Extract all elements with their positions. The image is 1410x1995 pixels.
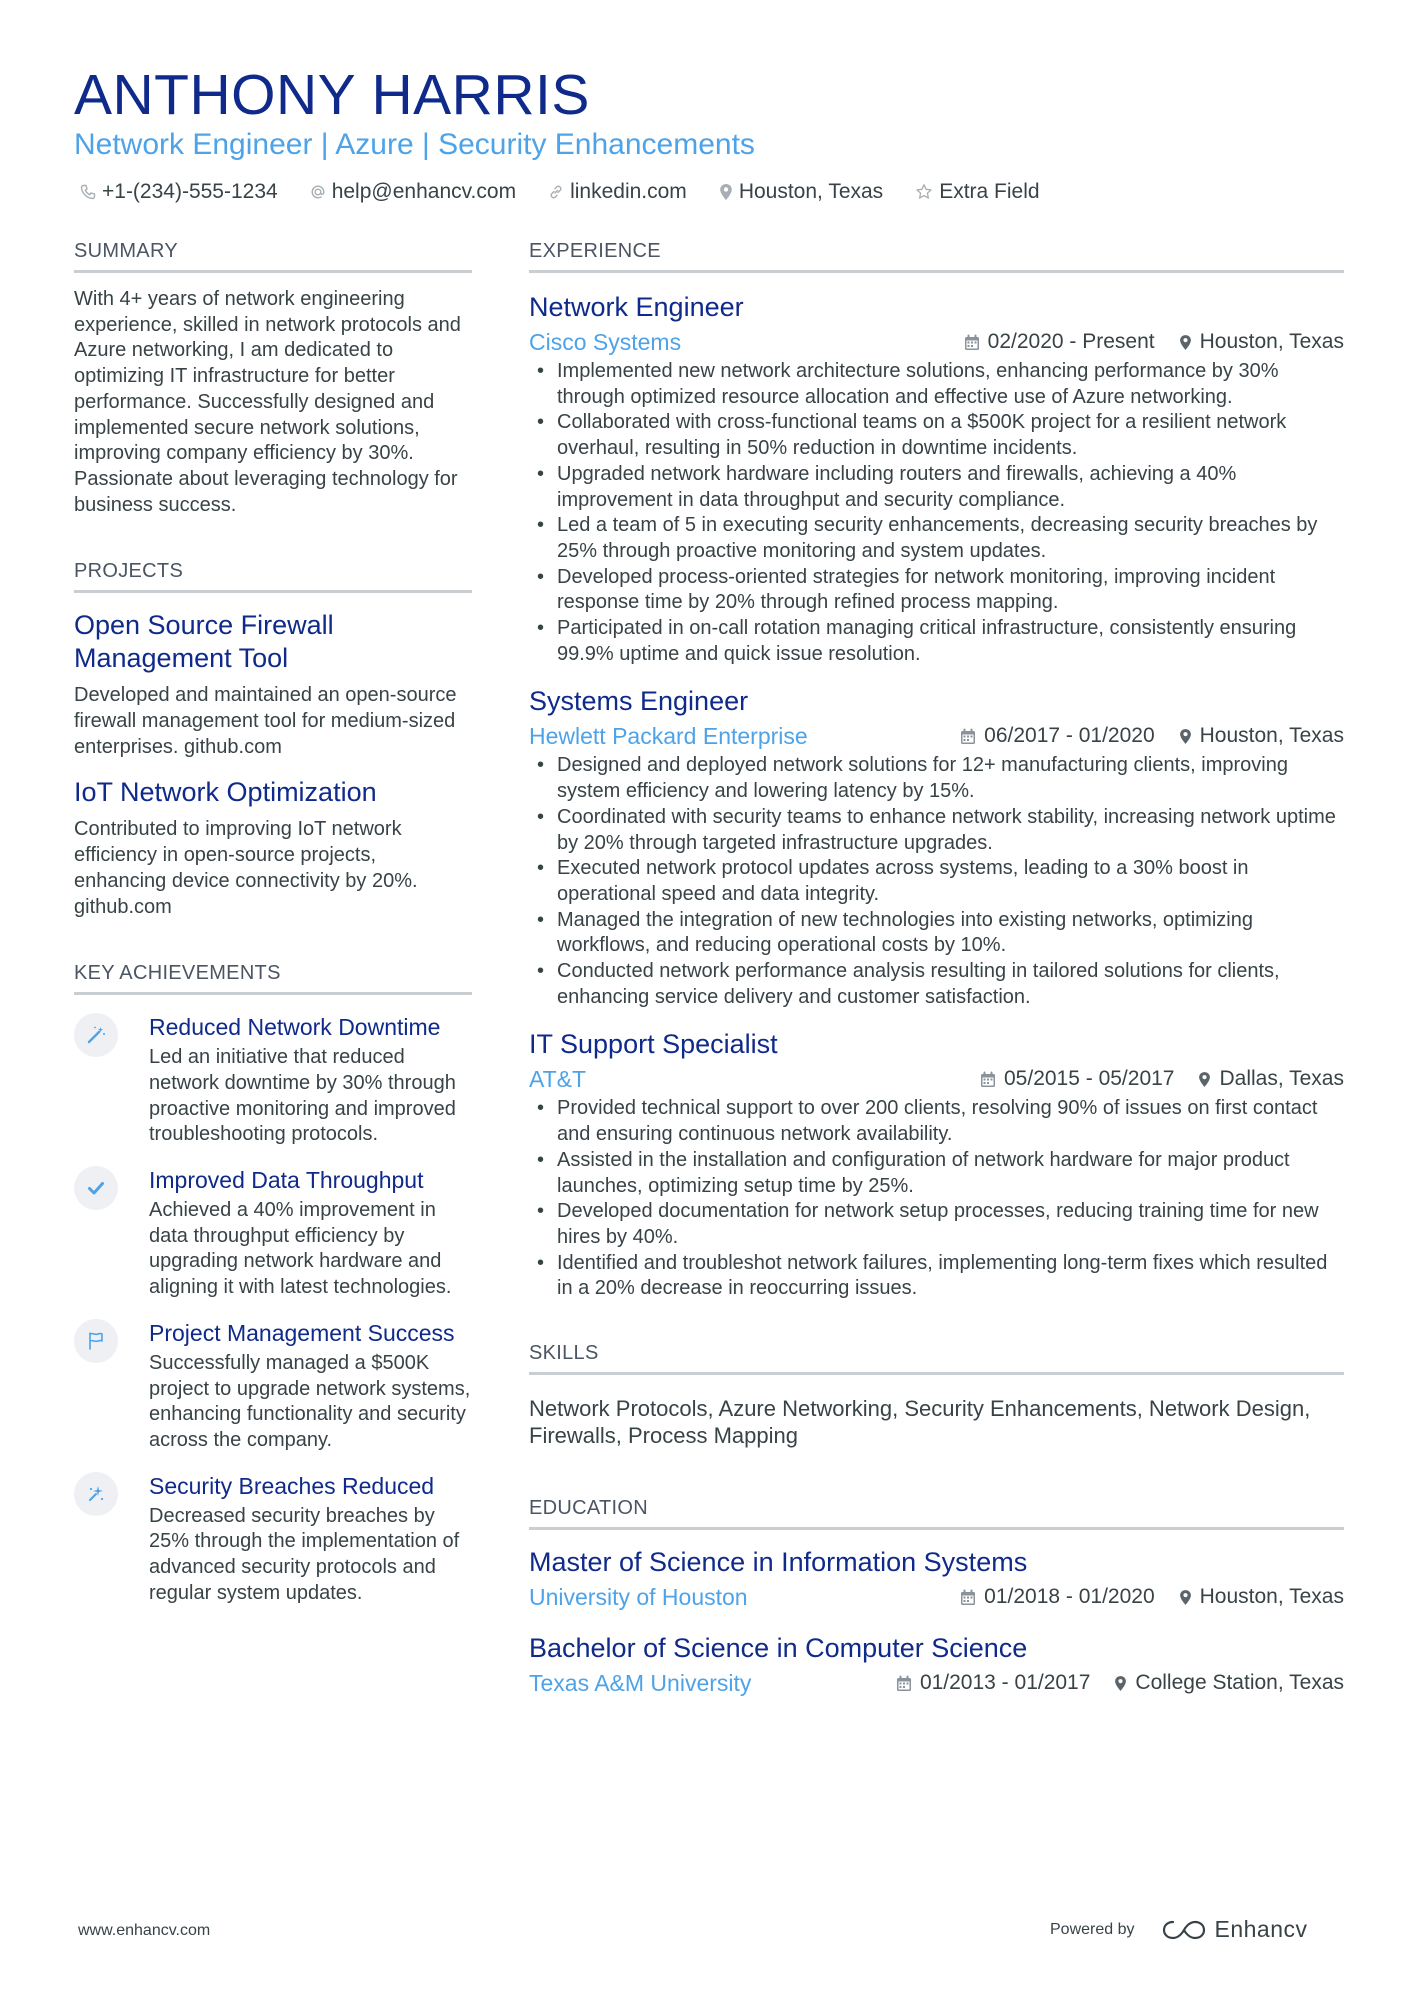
achievement-title: Improved Data Throughput: [149, 1167, 424, 1194]
job-title: Systems Engineer: [529, 686, 749, 717]
left-column: [74, 238, 472, 1607]
location-pin-icon: [1179, 728, 1192, 745]
school-name: University of Houston: [529, 1583, 748, 1610]
education-dates: [896, 1671, 1090, 1695]
contact-linkedin[interactable]: [548, 180, 687, 204]
phone-text: +1-(234)-555-1234: [102, 180, 278, 203]
calendar-icon: [980, 1071, 996, 1088]
location-text: Houston, Texas: [1199, 724, 1344, 748]
magic-wand-icon: [74, 1013, 118, 1057]
job-meta: [529, 327, 1344, 357]
job-dates: [960, 724, 1154, 748]
job-location: [1198, 1067, 1344, 1091]
project-title: Open Source Firewall Management Tool: [74, 610, 334, 674]
location-text: Houston, Texas: [1199, 1585, 1344, 1609]
link-icon: [548, 184, 564, 200]
checkmark-icon: [74, 1166, 118, 1210]
list-item: • Developed documentation for network setup processes, reducing training time for new hires by 40%.: [529, 1199, 1344, 1250]
list-item: • Identified and troubleshot network failures, implementing long-term fixes which resulted in a 20% decrease in reoccurring issues.: [529, 1251, 1344, 1302]
location-pin-icon: [1179, 1589, 1192, 1606]
calendar-icon: [964, 334, 980, 351]
education-heading: EDUCATION: [529, 1495, 1344, 1530]
contact-email[interactable]: [310, 180, 516, 204]
job-location: [1179, 724, 1344, 748]
projects-heading: PROJECTS: [74, 558, 472, 593]
skills-heading: SKILLS: [529, 1340, 1344, 1375]
list-item: • Collaborated with cross-functional teams on a $500K project for a resilient network overhaul, resulting in 50% reduction in downtime incidents.: [529, 410, 1344, 461]
job-bullets: [529, 753, 1344, 1010]
dates-text: 02/2020 - Present: [987, 330, 1155, 353]
contact-phone: [80, 180, 278, 204]
location-pin-icon: [1179, 334, 1192, 351]
list-item: • Designed and deployed network solutions for 12+ manufacturing clients, improving system efficiency and lowering latency by 15%.: [529, 753, 1344, 804]
sparkle-icon: [74, 1472, 118, 1516]
achievement-title: Project Management Success: [149, 1319, 455, 1346]
skills-text: Network Protocols, Azure Networking, Security Enhancements, Network Design, Firewalls, Process Mapping: [529, 1396, 1311, 1449]
flag-icon: [74, 1319, 118, 1363]
footer-website[interactable]: www.enhancv.com: [78, 1922, 211, 1939]
list-item: • Led a team of 5 in executing security enhancements, decreasing security breaches by 25% through proactive monitoring and system updates.: [529, 513, 1344, 564]
achievement-description: Successfully managed a $500K project to upgrade network systems, enhancing functionality and security across the company.: [149, 1351, 471, 1451]
list-item: • Participated in on-call rotation managing critical infrastructure, consistently ensuring 99.9% uptime and quick issue resolution.: [529, 616, 1344, 667]
calendar-icon: [896, 1675, 912, 1692]
job-location: [1179, 330, 1344, 354]
location-text: Houston, Texas: [738, 180, 884, 203]
education-location: [1114, 1671, 1344, 1695]
dates-text: 01/2013 - 01/2017: [919, 1671, 1091, 1695]
job-entry: [529, 685, 1344, 1010]
education-dates: [960, 1585, 1154, 1609]
job-meta: [529, 721, 1344, 751]
achievement-item: [74, 1472, 472, 1607]
project-title: IoT Network Optimization: [74, 777, 377, 808]
star-icon: [915, 183, 933, 201]
location-text: Dallas, Texas: [1219, 1067, 1344, 1091]
candidate-name: ANTHONY HARRIS: [74, 63, 590, 127]
list-item: • Coordinated with security teams to enhance network stability, increasing network uptime by 20% through targeted infrastructure upgrades.: [529, 805, 1344, 856]
calendar-icon: [960, 728, 976, 745]
company-name: AT&T: [529, 1065, 587, 1092]
list-item: • Provided technical support to over 200 clients, resolving 90% of issues on first contact and ensuring continuous network availability.: [529, 1096, 1344, 1147]
candidate-headline: Network Engineer | Azure | Security Enhancements: [74, 128, 755, 161]
education-location: [1179, 1585, 1344, 1609]
achievement-title: Reduced Network Downtime: [149, 1014, 441, 1041]
achievement-title: Security Breaches Reduced: [149, 1472, 435, 1499]
education-meta: [529, 1582, 1344, 1612]
achievement-description: Led an initiative that reduced network downtime by 30% through proactive monitoring and improved troubleshooting protocols.: [149, 1046, 456, 1146]
achievement-description: Decreased security breaches by 25% through the implementation of advanced security protocols and regular system updates.: [149, 1504, 460, 1604]
achievement-item: [74, 1013, 472, 1148]
linkedin-text: linkedin.com: [570, 180, 687, 203]
job-entry: [529, 1028, 1344, 1302]
summary-heading: SUMMARY: [74, 238, 472, 273]
degree-title: Bachelor of Science in Computer Science: [529, 1633, 1028, 1664]
job-title: IT Support Specialist: [529, 1029, 778, 1060]
school-name: Texas A&M University: [529, 1669, 752, 1696]
location-pin-icon: [719, 183, 733, 201]
footer-branding: [1050, 1916, 1308, 1943]
email-text: help@enhancv.com: [331, 180, 517, 203]
enhancv-logo-icon: [1161, 1918, 1207, 1942]
project-item: [74, 776, 472, 920]
achievements-heading: KEY ACHIEVEMENTS: [74, 960, 472, 995]
list-item: • Managed the integration of new technologies into existing networks, optimizing workflows, and reducing operational costs by 10%.: [529, 908, 1344, 959]
contact-location: [719, 180, 883, 204]
company-name: Cisco Systems: [529, 328, 682, 355]
powered-by-text: Powered by: [1050, 1920, 1135, 1938]
education-meta: [529, 1668, 1344, 1698]
location-text: College Station, Texas: [1135, 1671, 1344, 1695]
job-dates: [980, 1067, 1174, 1091]
company-name: Hewlett Packard Enterprise: [529, 722, 808, 749]
extra-text: Extra Field: [939, 180, 1040, 203]
list-item: • Assisted in the installation and configuration of network hardware for major product launches, optimizing setup time by 25%.: [529, 1148, 1344, 1199]
education-entry: [529, 1546, 1344, 1612]
experience-heading: EXPERIENCE: [529, 238, 1344, 273]
degree-title: Master of Science in Information Systems: [529, 1547, 1028, 1578]
dates-text: 06/2017 - 01/2020: [984, 724, 1155, 748]
contact-extra: [915, 180, 1039, 204]
job-entry: [529, 291, 1344, 667]
brand-name: Enhancv: [1214, 1916, 1308, 1942]
achievement-item: [74, 1319, 472, 1454]
location-text: Houston, Texas: [1199, 330, 1344, 353]
job-dates: [964, 330, 1155, 354]
dates-text: 05/2015 - 05/2017: [1004, 1067, 1175, 1091]
project-item: [74, 609, 472, 760]
job-meta: [529, 1064, 1344, 1094]
at-icon: [310, 184, 326, 200]
right-column: [529, 238, 1344, 1698]
project-description: Developed and maintained an open-source firewall management tool for medium-sized enterprises. github.com: [74, 684, 457, 758]
dates-text: 01/2018 - 01/2020: [984, 1585, 1155, 1609]
location-pin-icon: [1198, 1071, 1211, 1088]
summary-text: With 4+ years of network engineering experience, skilled in network protocols and Azure networking, I am dedicated to optimizing IT infrastructure for better performance. Successfully designed and implemented secure network solutions, improving company efficiency by 30%. Passionate about leveraging technology for business success.: [74, 288, 461, 516]
phone-icon: [80, 184, 96, 200]
job-title: Network Engineer: [529, 292, 744, 322]
list-item: • Upgraded network hardware including routers and firewalls, achieving a 40% improvement in data throughput and security compliance.: [529, 462, 1344, 513]
list-item: • Conducted network performance analysis resulting in tailored solutions for clients, enhancing service delivery and customer satisfaction.: [529, 959, 1344, 1010]
achievement-description: Achieved a 40% improvement in data throughput efficiency by upgrading network hardware and aligning it with latest technologies.: [149, 1199, 452, 1299]
education-entry: [529, 1632, 1344, 1698]
contact-bar: [80, 178, 1072, 206]
location-pin-icon: [1114, 1675, 1127, 1692]
project-description: Contributed to improving IoT network efficiency in open-source projects, enhancing device connectivity by 20%. github.com: [74, 818, 418, 918]
job-bullets: [529, 359, 1344, 667]
list-item: • Implemented new network architecture solutions, enhancing performance by 30% through optimized resource allocation and effective use of Azure networking.: [529, 359, 1344, 410]
calendar-icon: [960, 1589, 976, 1606]
job-bullets: [529, 1096, 1344, 1302]
list-item: • Executed network protocol updates across systems, leading to a 30% boost in operational speed and data integrity.: [529, 856, 1344, 907]
achievement-item: [74, 1166, 472, 1301]
list-item: • Developed process-oriented strategies for network monitoring, improving incident response time by 20% through refined process mapping.: [529, 565, 1344, 616]
